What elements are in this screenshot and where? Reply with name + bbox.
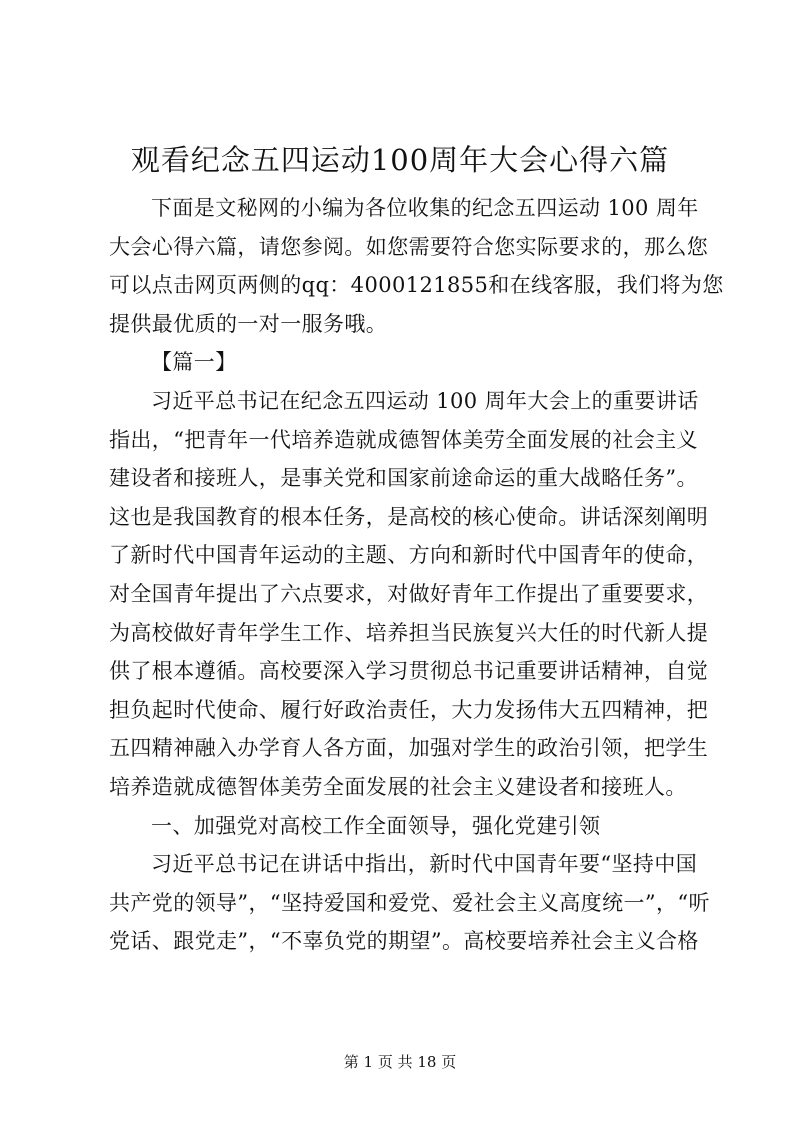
text-line: 建设者和接班人，是事关党和国家前途命运的重大战略任务”。 bbox=[109, 466, 698, 491]
text-line: 共产党的领导”，“坚持爱国和爱党、爱社会主义高度统一”，“听 bbox=[109, 890, 710, 915]
text-line: 习近平总书记在讲话中指出，新时代中国青年要“坚持中国 bbox=[151, 852, 698, 877]
text-line: 习近平总书记在纪念五四运动 100 周年大会上的重要讲话 bbox=[151, 388, 699, 413]
text-line: 一、加强党对高校工作全面领导，强化党建引领 bbox=[151, 813, 601, 838]
text-line: 供了根本遵循。高校要深入学习贯彻总书记重要讲话精神，自觉 bbox=[109, 659, 709, 684]
text-line: 为高校做好青年学生工作、培养担当民族复兴大任的时代新人提 bbox=[109, 620, 709, 645]
text-line: 党话、跟党走”，“不辜负党的期望”。高校要培养社会主义合格 bbox=[109, 929, 699, 954]
text-line: 提供最优质的一对一服务哦。 bbox=[109, 311, 388, 336]
text-line: 担负起时代使命、履行好政治责任，大力发扬伟大五四精神，把 bbox=[109, 697, 709, 722]
text-line: 可以点击网页两侧的qq：4000121855和在线客服，我们将为您 bbox=[109, 273, 724, 298]
text-line: 五四精神融入办学育人各方面，加强对学生的政治引领，把学生 bbox=[109, 736, 709, 761]
page-footer: 第 1 页 共 18 页 bbox=[343, 1053, 457, 1071]
text-line: 对全国青年提出了六点要求，对做好青年工作提出了重要要求， bbox=[109, 581, 709, 606]
text-line: 大会心得六篇，请您参阅。如您需要符合您实际要求的，那么您 bbox=[109, 234, 709, 259]
text-line: 【篇一】 bbox=[151, 350, 237, 375]
text-line: 下面是文秘网的小编为各位收集的纪念五四运动 100 周年 bbox=[151, 196, 699, 220]
text-line: 培养造就成德智体美劳全面发展的社会主义建设者和接班人。 bbox=[109, 774, 687, 799]
document-body bbox=[109, 189, 724, 961]
text-line: 这也是我国教育的根本任务，是高校的核心使命。讲话深刻阐明 bbox=[109, 504, 709, 529]
document-title: 观看纪念五四运动100周年大会心得六篇 bbox=[130, 143, 670, 177]
text-line: 指出，“把青年一代培养造就成德智体美劳全面发展的社会主义 bbox=[109, 427, 698, 452]
text-line: 了新时代中国青年运动的主题、方向和新时代中国青年的使命， bbox=[109, 543, 709, 568]
